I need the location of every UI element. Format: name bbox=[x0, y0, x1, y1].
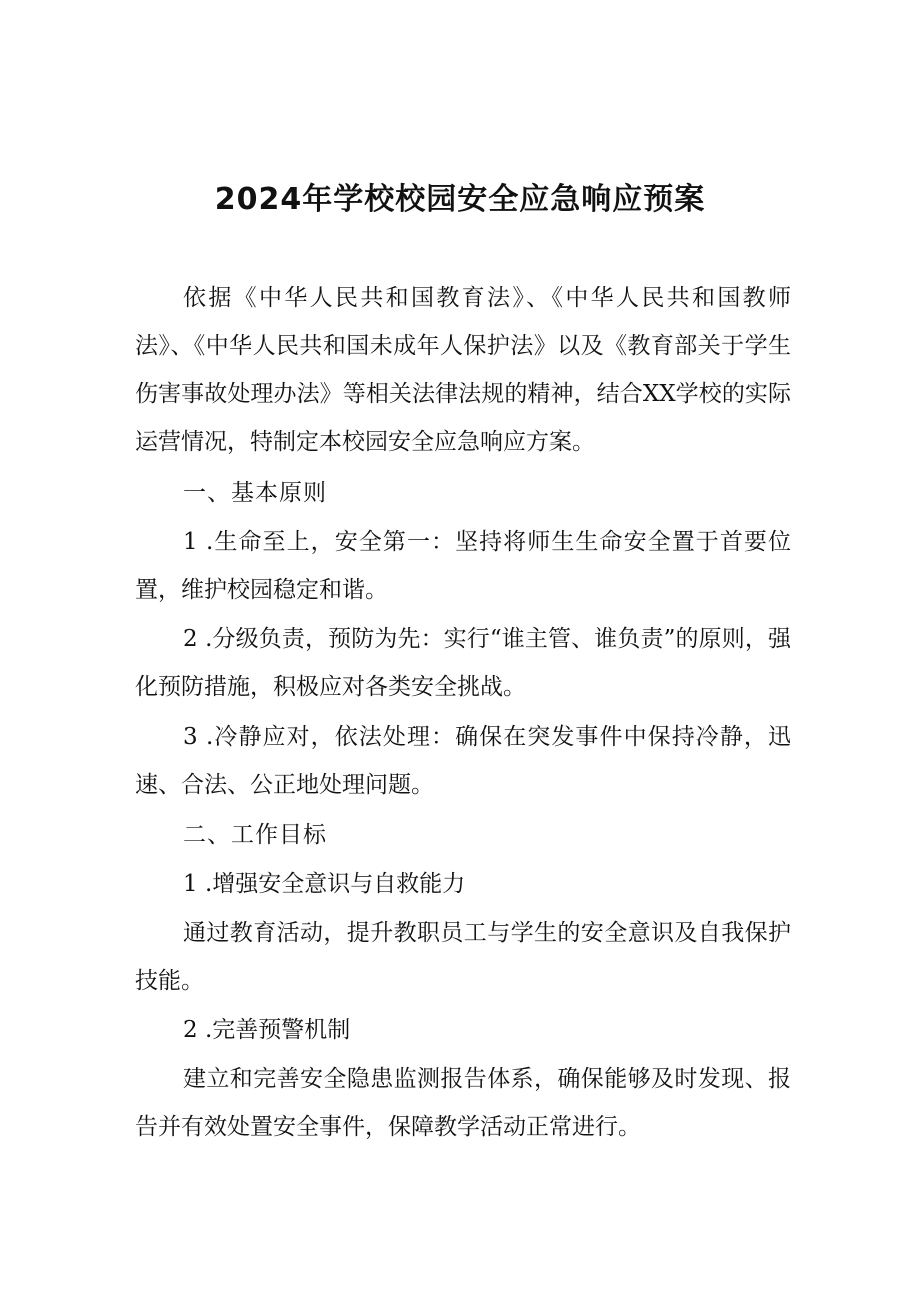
section-heading-goals: 二、工作目标 bbox=[183, 822, 327, 848]
intro-paragraph: 依据《中华人民共和国教育法》、《中华人民共和国教师法》、《中华人民共和国未成年人保护法》以及《教育部关于学生伤害事故处理办法》等相关法律法规的精神，结合XX学校的实际运营情况，特制定本校园安全应急响应方案。 bbox=[135, 285, 791, 455]
goal-text: 通过教育活动，提升教职员工与学生的安全意识及自我保护技能。 bbox=[135, 920, 791, 994]
document-title: 2024年学校校园安全应急响应预案 bbox=[214, 182, 706, 217]
principle-item: 3 .冷静应对，依法处理：确保在突发事件中保持冷静，迅速、合法、公正地处理问题。 bbox=[135, 724, 791, 798]
section-heading-principles: 一、基本原则 bbox=[183, 480, 327, 506]
goal-title: 1 .增强安全意识与自救能力 bbox=[183, 871, 466, 897]
goal-title: 2 .完善预警机制 bbox=[183, 1017, 351, 1043]
goal-text: 建立和完善安全隐患监测报告体系，确保能够及时发现、报告并有效处置安全事件，保障教学活动正常进行。 bbox=[135, 1066, 791, 1140]
principle-item: 2 .分级负责，预防为先：实行“谁主管、谁负责”的原则，强化预防措施，积极应对各类安全挑战。 bbox=[135, 626, 791, 700]
principle-item: 1 .生命至上，安全第一：坚持将师生生命安全置于首要位置，维护校园稳定和谐。 bbox=[135, 529, 791, 603]
